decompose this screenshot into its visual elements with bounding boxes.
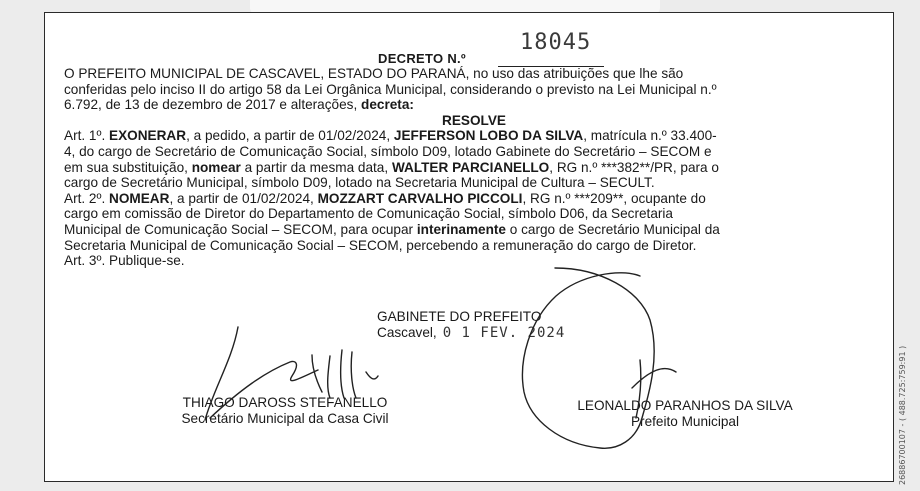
- text-run: em sua substituição,: [64, 159, 192, 175]
- bold-text: MOZZART CARVALHO PICCOLI: [317, 190, 523, 206]
- bold-text: NOMEAR: [109, 190, 170, 206]
- decree-title: DECRETO N.º: [378, 51, 466, 66]
- decree-line: [64, 222, 894, 238]
- bold-text: JEFFERSON LOBO DA SILVA: [393, 128, 584, 144]
- signatory-left-name: THIAGO DAROSS STEFANELLO: [182, 395, 388, 410]
- text-run: Municipal de Comunicação Social – SECOM, para ocupar: [64, 221, 417, 237]
- text-run: , a partir de 01/02/2024,: [169, 190, 318, 206]
- signature-block-right: [535, 398, 835, 430]
- text-run: Art. 1º.: [64, 128, 110, 144]
- text-run: , a pedido, a partir de 01/02/2024,: [186, 128, 394, 144]
- bold-text: nomear: [191, 159, 241, 175]
- decree-number-stamp: 18045: [520, 30, 592, 55]
- decree-line: [64, 82, 894, 98]
- office-name: GABINETE DO PREFEITO: [377, 309, 542, 324]
- decree-line: [64, 175, 894, 191]
- signatory-left-role: Secretário Municipal da Casa Civil: [181, 411, 389, 426]
- text-run: cargo de Secretário Municipal, símbolo D09, lotado na Secretaria Municipal de Cultura – SECULT.: [64, 175, 655, 191]
- decree-line: [64, 144, 894, 160]
- decree-line: [64, 238, 894, 254]
- bold-text: interinamente: [416, 221, 506, 237]
- text-run: cargo em comissão de Diretor do Departamento de Comunicação Social, símbolo D06, da Secretaria: [64, 206, 673, 222]
- decree-line: [64, 206, 894, 222]
- signatory-right-role: Prefeito Municipal: [630, 414, 740, 429]
- text-run: 4, do cargo de Secretário de Comunicação Social, símbolo D09, lotado Gabinete do Secretário – SECOM e: [64, 143, 712, 159]
- text-run: conferidas pelo inciso II do artigo 58 da Lei Orgânica Municipal, considerando o previsto na Lei Municipal n.º: [64, 81, 717, 97]
- text-run: , matrícula n.º 33.400-: [583, 128, 717, 144]
- text-run: Secretaria Municipal de Comunicação Social – SECOM, percebendo a remuneração do cargo de Diretor.: [64, 237, 697, 253]
- bold-text: WALTER PARCIANELLO: [391, 159, 550, 175]
- bold-text: EXONERAR: [109, 128, 187, 144]
- text-run: a partir da mesma data,: [240, 159, 392, 175]
- text-run: o cargo de Secretário Municipal da: [506, 221, 720, 237]
- resolve-heading: RESOLVE: [442, 112, 506, 128]
- date-stamp: 0 1 FEV. 2024: [442, 325, 566, 341]
- text-run: , RG n.º ***209**, ocupante do: [522, 190, 706, 206]
- text-run: 6.792, de 13 de dezembro de 2017 e alterações,: [64, 97, 362, 113]
- bold-text: decreta:: [361, 97, 414, 113]
- signature-block-left: [150, 395, 420, 427]
- text-run: Art. 2º.: [64, 190, 110, 206]
- decree-body: [64, 66, 894, 269]
- text-run: Art. 3º. Publique-se.: [64, 253, 185, 269]
- text-run: , RG n.º ***382**/PR, para o: [549, 159, 719, 175]
- decree-line: [64, 253, 894, 269]
- signatory-right-name: LEONALDO PARANHOS DA SILVA: [577, 398, 793, 413]
- decree-line: [64, 66, 894, 82]
- decree-line: [64, 113, 894, 129]
- office-block: [377, 309, 565, 341]
- place-date: [377, 325, 565, 341]
- decree-line: [64, 191, 894, 207]
- decree-line: [64, 97, 894, 113]
- text-run: O PREFEITO MUNICIPAL DE CASCAVEL, ESTADO DO PARANÁ, no uso das atribuições que lhe são: [64, 66, 684, 81]
- decree-line: [64, 160, 894, 176]
- decree-line: [64, 128, 894, 144]
- side-reference-code: 26886700107 - ( 488.725:759:91 ): [898, 345, 907, 485]
- place: Cascavel,: [377, 325, 437, 340]
